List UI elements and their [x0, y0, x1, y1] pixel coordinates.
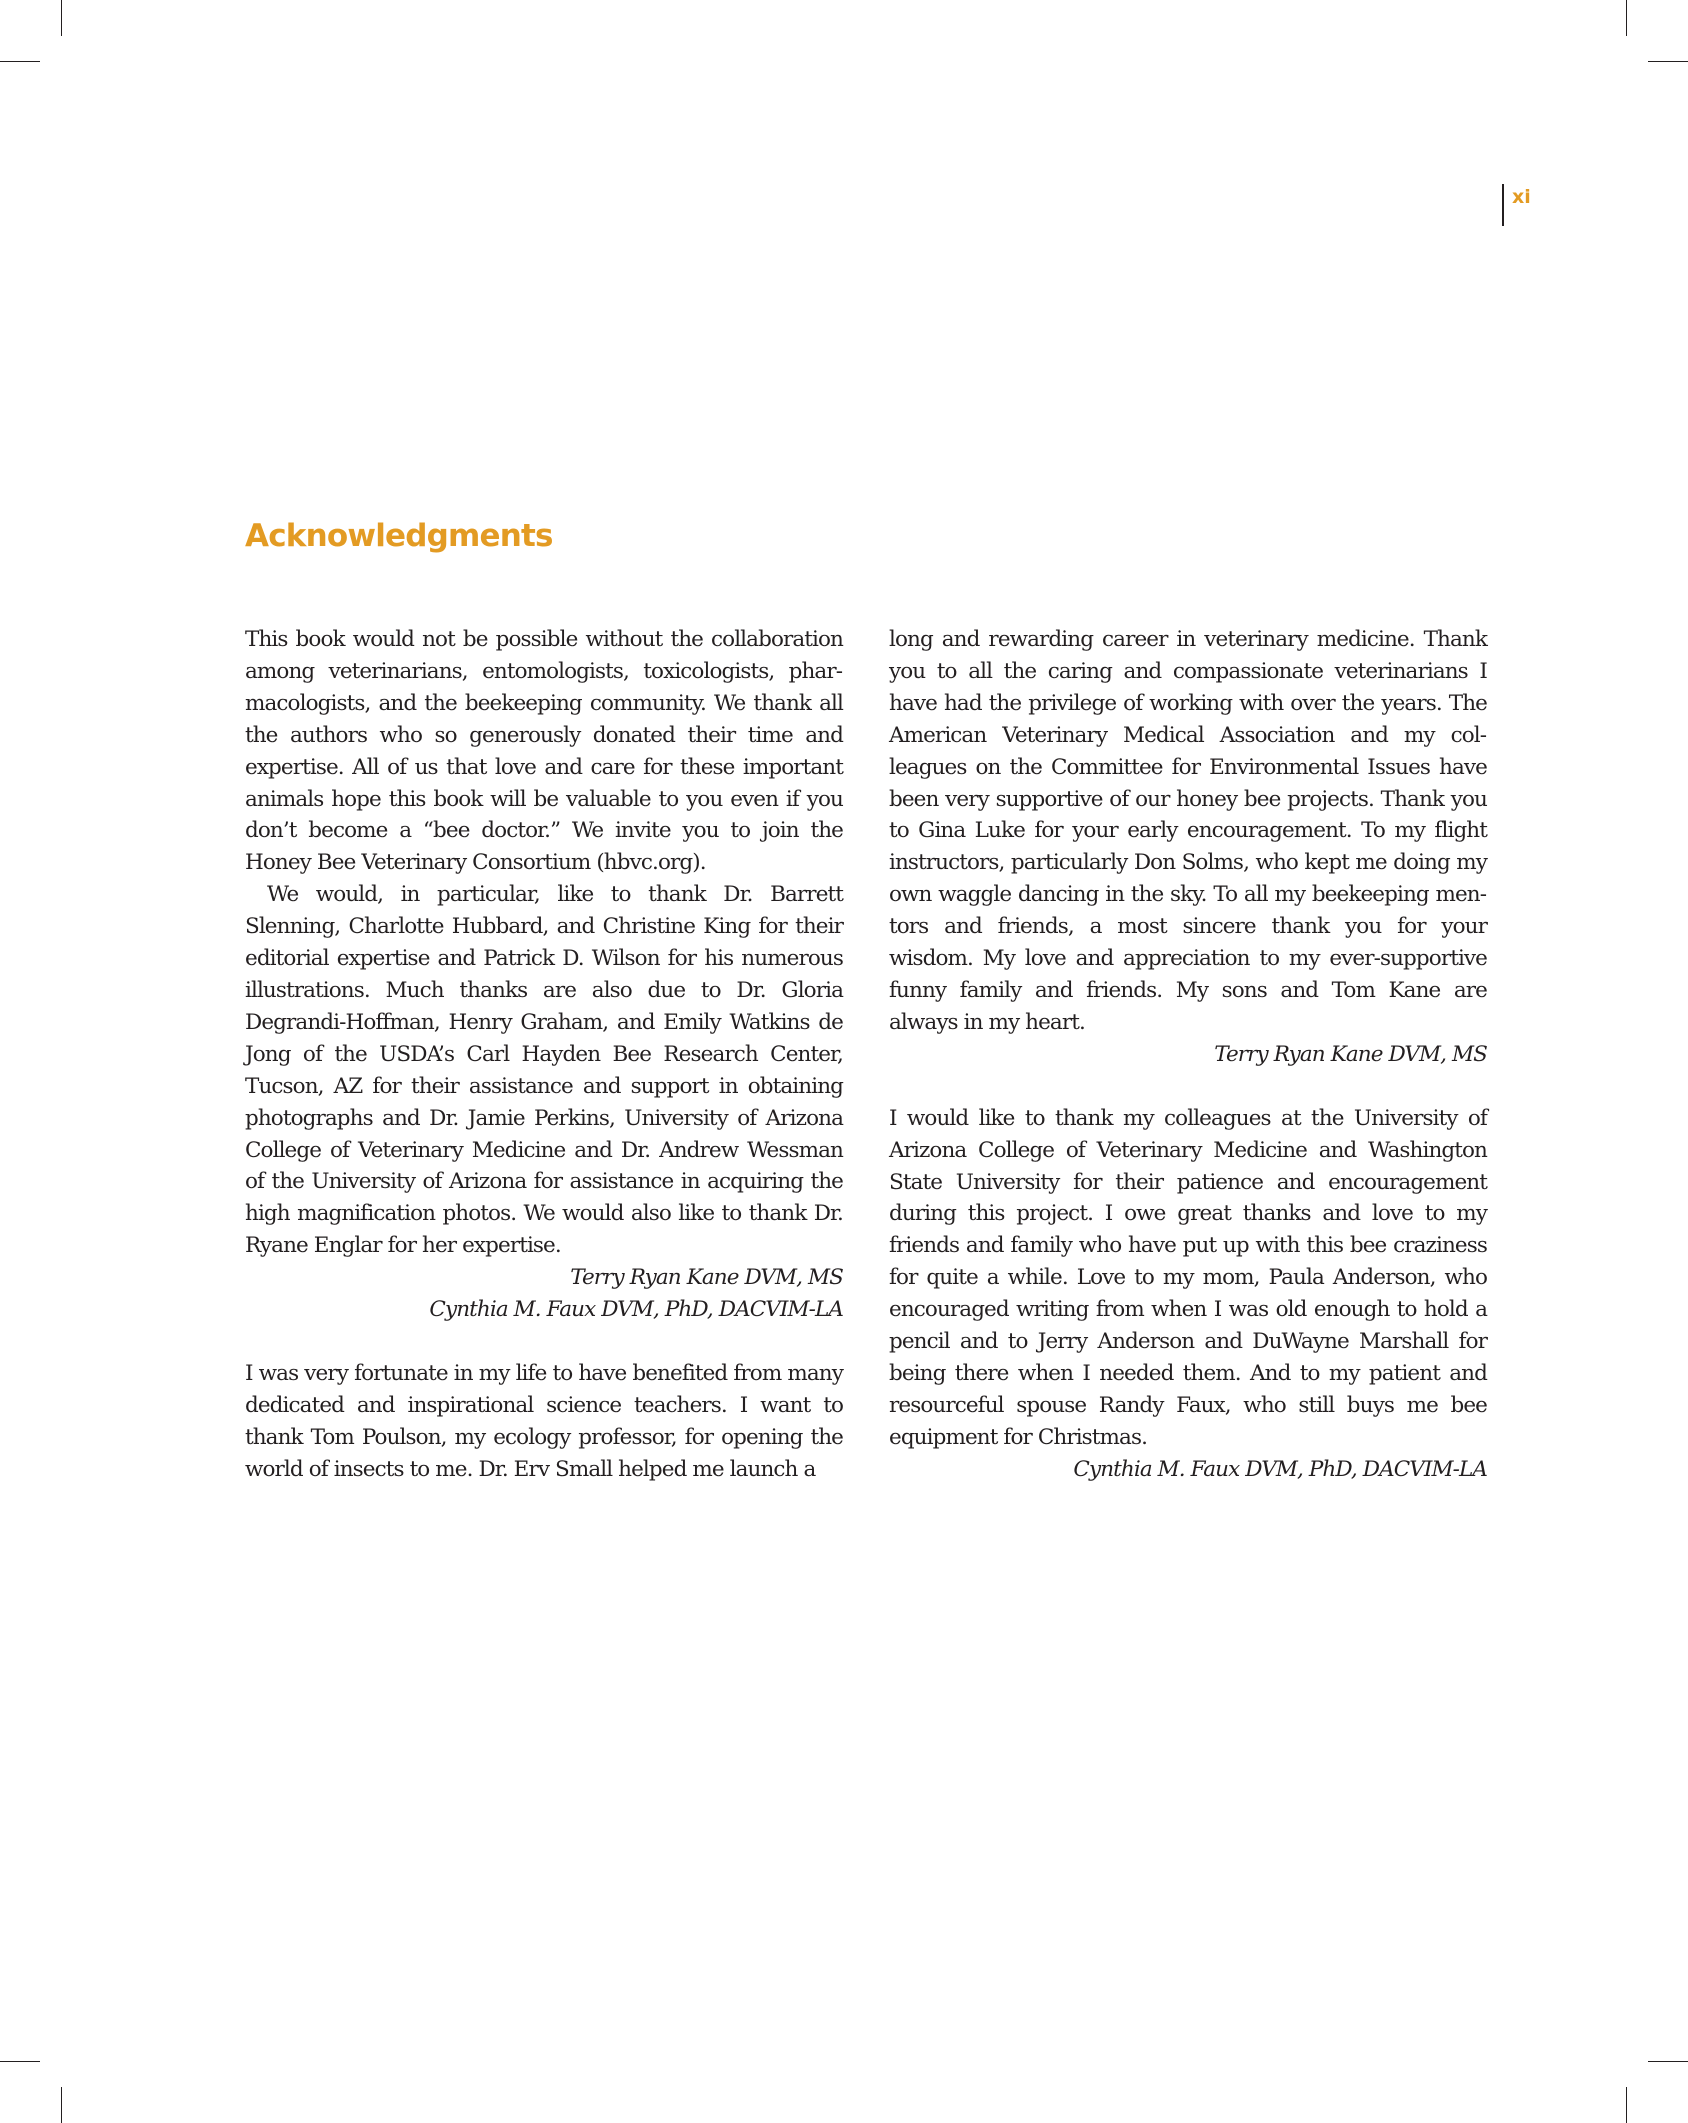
page-number: xi	[1512, 186, 1531, 208]
crop-mark	[61, 2087, 62, 2123]
crop-mark	[1626, 2087, 1627, 2123]
crop-mark	[0, 61, 40, 62]
section-gap	[245, 1326, 843, 1358]
page-title: Acknowledgments	[245, 518, 553, 554]
paragraph-kane-personal-cont: long and rewarding career in veterinary medicine. Thank you to all the caring and compassionate veterinarians I have had the privilege of working with over the years. The American Veterinary Medical Association and my colleagues on the Committee for Environmental Issues have been very supportive of our honey bee projects. Thank you to Gina Luke for your early encouragement. To my flight instructors, particularly Don Solms, who kept me doing my own waggle dancing in the sky. To all my beekeeping mentors and friends, a most sincere thank you for your wisdom. My love and appreciation to my ever-supportive funny family and friends. My sons and Tom Kane are always in my heart.	[889, 627, 1487, 1035]
crop-mark	[1626, 0, 1627, 36]
signature-faux: Cynthia M. Faux DVM, PhD, DACVIM-LA	[1073, 1456, 1487, 1482]
section-gap	[889, 1071, 1487, 1103]
crop-mark	[61, 0, 62, 36]
signature-kane: Terry Ryan Kane DVM, MS	[1214, 1041, 1487, 1067]
paragraph-kane-personal: I was very fortunate in my life to have benefited from many dedicated and inspirational science teachers. I want to thank Tom Poulson, my ecology professor, for opening the world of insects to me. Dr. Erv Small helped me launch a	[245, 1360, 843, 1482]
signature-faux: Cynthia M. Faux DVM, PhD, DACVIM-LA	[429, 1297, 843, 1323]
crop-mark	[1648, 61, 1688, 62]
right-column	[889, 624, 1487, 1486]
crop-mark	[0, 2061, 40, 2062]
paragraph-intro: This book would not be possible without the collaboration among veterinarians, entomologists, toxicologists, pharmacologists, and the beekeeping community. We thank all the authors who so generously donated their time and expertise. All of us that love and care for these important animals hope this book will be valuable to you even if you don’t become a “bee doctor.” We invite you to join the Honey Bee Veterinary Consortium (hbvc.org).	[245, 627, 843, 876]
left-column	[245, 624, 843, 1486]
folio-rule	[1502, 184, 1504, 226]
signature-kane: Terry Ryan Kane DVM, MS	[570, 1265, 843, 1291]
paragraph-faux-personal: I would like to thank my colleagues at the University of Arizona College of Veterinary Medicine and Washington State University for their patience and encouragement during this project. I owe great thanks and love to my friends and family who have put up with this bee craziness for quite a while. Love to my mom, Paula Anderson, who encouraged writing from when I was old enough to hold a pencil and to Jerry Anderson and DuWayne Marshall for being there when I needed them. And to my patient and resourceful spouse Randy Faux, who still buys me bee equipment for Christmas.	[889, 1105, 1487, 1450]
crop-mark	[1648, 2061, 1688, 2062]
paragraph-thanks: We would, in particular, like to thank Dr. Barrett Slenning, Charlotte Hubbard, and Christine King for their editorial expertise and Patrick D. Wilson for his numerous illustrations. Much thanks are also due to Dr. Gloria Degrandi-Hoffman, Henry Graham, and Emily Watkins de Jong of the USDA’s Carl Hayden Bee Research Center, Tucson, AZ for their assistance and support in obtaining photographs and Dr. Jamie Perkins, University of Arizona College of Veterinary Medicine and Dr. Andrew Wessman of the University of Arizona for assistance in acquiring the high magnification photos. We would also like to thank Dr. Ryane Englar for her expertise.	[245, 882, 843, 1259]
